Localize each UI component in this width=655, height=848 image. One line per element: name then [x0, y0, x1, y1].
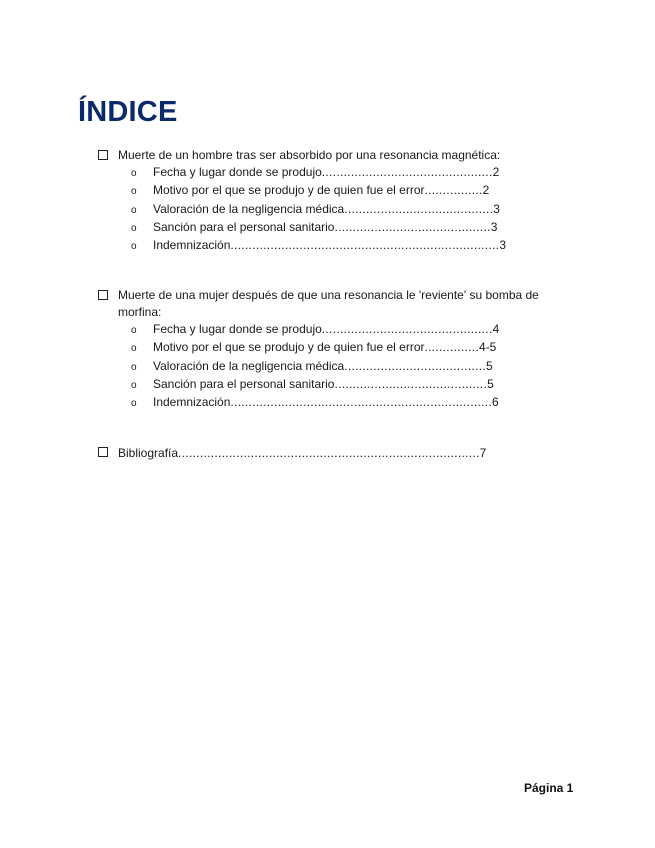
- leader-dots: ..........................................: [334, 376, 488, 391]
- toc-entry-label: Indemnización: [153, 395, 231, 410]
- leader-dots: ...................................................................................: [178, 446, 480, 460]
- leader-dots: .........................................: [344, 201, 494, 216]
- toc-entry-label: Valoración de la negligencia médica: [153, 201, 345, 216]
- leader-dots: ...............................................: [321, 322, 493, 336]
- circle-bullet-icon: o: [131, 343, 137, 355]
- toc-entry[interactable]: [131, 394, 499, 412]
- toc-entry-label: Motivo por el que se produjo y de quien fue el error: [153, 183, 425, 198]
- checkbox-bullet-icon: [98, 290, 108, 300]
- toc-entry[interactable]: [131, 376, 494, 394]
- leader-dots: ...............: [424, 340, 480, 355]
- toc-page-number: 7: [479, 446, 487, 460]
- checkbox-bullet-icon: [98, 150, 108, 160]
- toc-entry-list: [96, 321, 576, 412]
- toc-entry-bibliography[interactable]: [96, 444, 496, 462]
- toc-page-number: 5: [487, 376, 494, 391]
- toc-entry-label: Indemnización: [153, 238, 231, 253]
- section-heading: [96, 147, 576, 164]
- toc-page-number: 3: [490, 219, 498, 234]
- toc-entry-label: Sanción para el personal sanitario: [153, 219, 335, 234]
- checkbox-bullet-icon: [98, 447, 108, 457]
- toc-section-2: [96, 287, 576, 412]
- leader-dots: .......................................: [344, 358, 486, 373]
- toc-entry-label: Valoración de la negligencia médica: [153, 358, 345, 373]
- circle-bullet-icon: o: [131, 168, 137, 179]
- toc-section-1: [96, 147, 576, 255]
- circle-bullet-icon: o: [131, 361, 137, 373]
- section-heading-text: Muerte de una mujer después de que una resonancia le 'reviente' su bomba de morfina:: [118, 288, 539, 319]
- toc-entry-label: Fecha y lugar donde se produjo: [153, 322, 322, 336]
- toc-page-number: 3: [493, 201, 500, 216]
- circle-bullet-icon: o: [131, 379, 137, 391]
- circle-bullet-icon: o: [131, 241, 137, 253]
- toc-entry-label: Sanción para el personal sanitario: [153, 376, 335, 391]
- circle-bullet-icon: o: [131, 186, 137, 198]
- toc-entry-label: Fecha y lugar donde se produjo: [153, 165, 322, 179]
- page-title: ÍNDICE: [78, 96, 178, 128]
- circle-bullet-icon: o: [131, 222, 137, 234]
- toc-page-number: 4-5: [479, 340, 497, 355]
- toc-entry-label: Motivo por el que se produjo y de quien fue el error: [153, 340, 425, 355]
- page-number-footer: Página 1: [524, 781, 574, 795]
- toc-entry[interactable]: [131, 237, 506, 255]
- toc-entry[interactable]: [131, 201, 500, 219]
- toc-entry[interactable]: [131, 358, 493, 376]
- toc-entry-list: [96, 164, 576, 255]
- toc-page-number: 2: [492, 165, 500, 179]
- circle-bullet-icon: o: [131, 325, 137, 336]
- toc-page-number: 2: [482, 183, 490, 198]
- leader-dots: ...........................................: [334, 219, 491, 234]
- section-heading-text: Muerte de un hombre tras ser absorbido por una resonancia magnética:: [118, 148, 501, 162]
- toc-entry[interactable]: [131, 219, 498, 237]
- leader-dots: ................: [424, 183, 483, 198]
- toc-entry-label: Bibliografía: [118, 446, 179, 460]
- section-heading: [96, 287, 576, 321]
- leader-dots: ...............................................: [321, 165, 493, 179]
- leader-dots: ..........................................................................: [230, 238, 500, 253]
- toc-entry[interactable]: [131, 321, 500, 339]
- leader-dots: ........................................................................: [230, 395, 493, 410]
- toc-page-number: 3: [499, 238, 506, 253]
- circle-bullet-icon: o: [131, 204, 137, 216]
- circle-bullet-icon: o: [131, 398, 137, 410]
- toc-entry[interactable]: [131, 339, 497, 357]
- toc-entry[interactable]: [131, 164, 500, 182]
- toc-entry[interactable]: [131, 182, 490, 200]
- toc-page-number: 4: [492, 322, 500, 336]
- toc-section-bibliography: [96, 444, 576, 462]
- toc-page-number: 5: [485, 358, 493, 373]
- toc-page-number: 6: [492, 395, 499, 410]
